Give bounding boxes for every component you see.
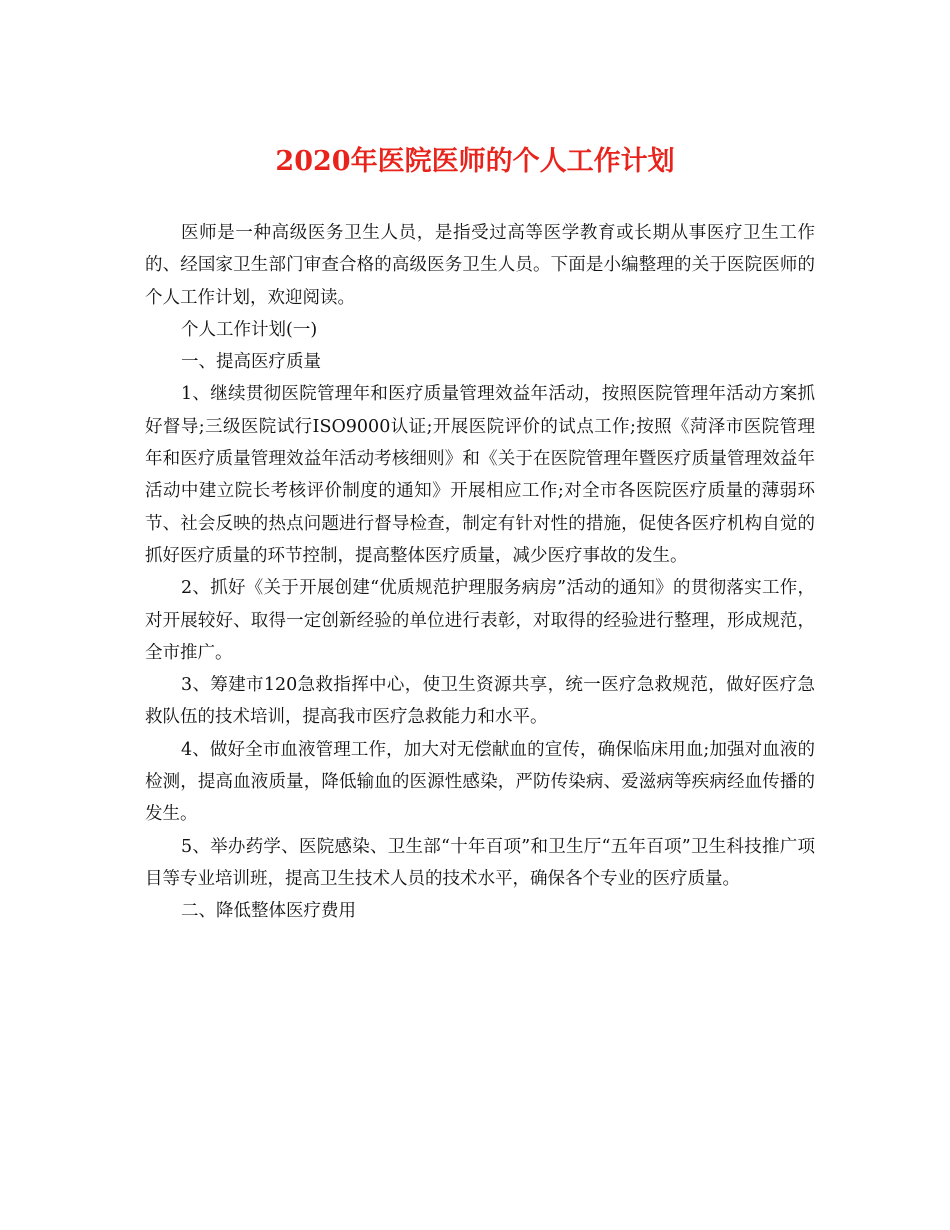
list-item: 5、举办药学、医院感染、卫生部“十年百项”和卫生厅“五年百项”卫生科技推广项目等专业培训班，提高卫生技术人员的技术水平，确保各个专业的医疗质量。 (145, 836, 815, 889)
plan-heading: 个人工作计划(一) (181, 319, 318, 340)
intro-paragraph: 医师是一种高级医务卫生人员，是指受过高等医学教育或长期从事医疗卫生工作的、经国家卫生部门审查合格的高级医务卫生人员。下面是小编整理的关于医院医师的个人工作计划，欢迎阅读。 (145, 223, 815, 308)
list-item: 2、抓好《关于开展创建“优质规范护理服务病房”活动的通知》的贯彻落实工作，对开展较好、取得一定创新经验的单位进行表彰，对取得的经验进行整理，形成规范，全市推广。 (145, 578, 815, 663)
document-title: 2020年医院医师的个人工作计划 (275, 146, 675, 177)
section-heading-1: 一、提高医疗质量 (181, 352, 321, 373)
list-item: 1、继续贯彻医院管理年和医疗质量管理效益年活动，按照医院管理年活动方案抓好督导;三级医院试行ISO9000认证;开展医院评价的试点工作;按照《菏泽市医院管理年和医疗质量管理效益年活动考核细则》和《关于在医院管理年暨医疗质量管理效益年活动中建立院长考核评价制度的通知》开展相应工作;对全市各医院医疗质量的薄弱环节、社会反映的热点问题进行督导检查，制定有针对性的措施，促使各医疗机构自觉的抓好医疗质量的环节控制，提高整体医疗质量，减少医疗事故的发生。 (145, 384, 815, 566)
list-item: 3、筹建市120急救指挥中心，使卫生资源共享，统一医疗急救规范，做好医疗急救队伍的技术培训，提高我市医疗急救能力和水平。 (145, 675, 815, 728)
list-item: 4、做好全市血液管理工作，加大对无偿献血的宣传，确保临床用血;加强对血液的检测，提高血液质量，降低输血的医源性感染，严防传染病、爱滋病等疾病经血传播的发生。 (145, 739, 815, 825)
section-heading-2: 二、降低整体医疗费用 (181, 901, 356, 922)
document-body (145, 217, 815, 928)
